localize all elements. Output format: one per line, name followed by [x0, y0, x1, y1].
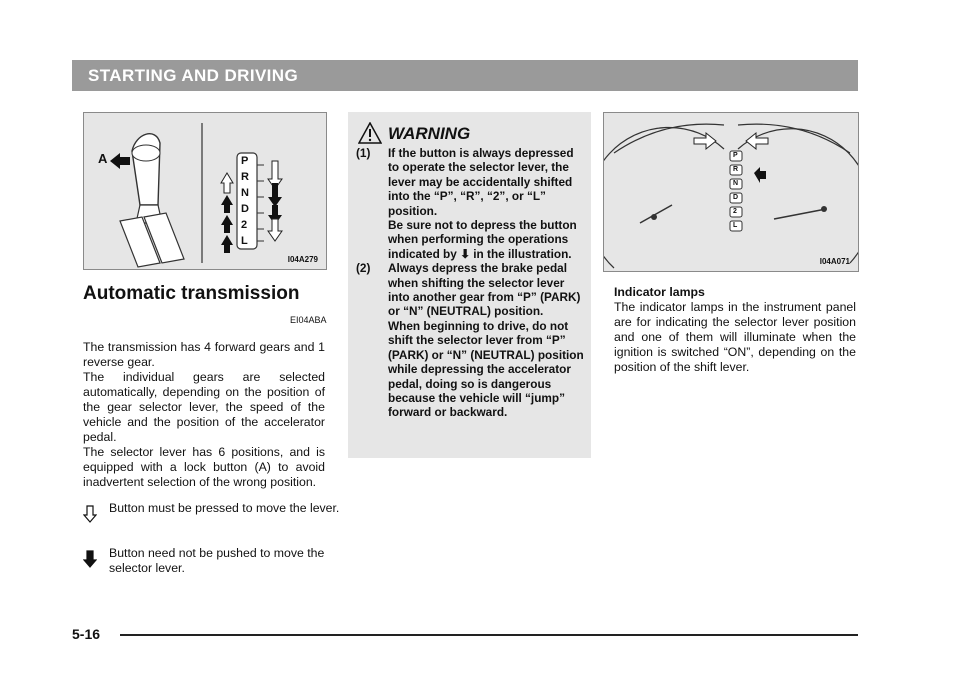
- section-header-bar: [72, 60, 858, 91]
- gear-label-d: D: [241, 203, 249, 215]
- warning-item: [356, 261, 584, 419]
- paragraph: The transmission has 4 forward gears and 1 reverse gear.: [83, 340, 325, 369]
- warning-triangle-icon: [358, 122, 382, 144]
- instrument-panel-illustration: [603, 112, 859, 272]
- gear-label-l: L: [241, 235, 248, 247]
- warning-text: Be sure not to depress the button when performing the operations indicated by ⬇ in the illustration.: [388, 218, 577, 261]
- section-header-title: STARTING AND DRIVING: [88, 66, 299, 85]
- warning-title: WARNING: [388, 124, 471, 143]
- indicator-title: Indicator lamps: [614, 285, 705, 299]
- footer-rule: [120, 634, 858, 636]
- gear-label-l: L: [733, 222, 738, 229]
- solid-arrow-icon: [83, 550, 97, 568]
- section-code: EI04ABA: [290, 315, 327, 325]
- warning-text: If the button is always depressed to operate the selector lever, the lever may be accidentally shifted into the “P”, “R”, “2”, or “L” position.: [388, 146, 574, 218]
- warning-box: [348, 112, 591, 458]
- warning-item-number: (1): [356, 146, 371, 160]
- gear-label-r: R: [241, 171, 249, 183]
- outline-arrow-icon: [83, 505, 97, 523]
- gear-label-2: 2: [733, 208, 737, 215]
- gear-label-p: P: [241, 155, 249, 167]
- gear-label-r: R: [733, 166, 739, 173]
- gear-label-d: D: [733, 194, 739, 201]
- warning-item: [356, 146, 584, 261]
- instrument-panel-drawing: [604, 113, 858, 271]
- figure-code: I04A279: [287, 255, 318, 264]
- gear-label-n: N: [733, 180, 739, 187]
- figure-code: I04A071: [819, 257, 850, 266]
- paragraph: The individual gears are selected automatically, depending on the position of the gear selector lever, the speed of the vehicle and the position of the accelerator pedal.: [83, 370, 325, 444]
- lock-button-label: A: [98, 151, 108, 166]
- shift-lever-drawing: [84, 113, 326, 269]
- warning-item-number: (2): [356, 261, 371, 276]
- gear-label-p: P: [733, 152, 738, 159]
- paragraph: The selector lever has 6 positions, and is equipped with a lock button (A) to avoid inadvertent selection of the wrong position.: [83, 445, 325, 489]
- warning-list: [356, 146, 584, 420]
- section-title: Automatic transmission: [83, 283, 300, 304]
- legend-text: Button must be pressed to move the lever.: [109, 501, 340, 515]
- shift-lever-illustration: [83, 112, 327, 270]
- page-number: 5-16: [72, 626, 101, 642]
- warning-text: Always depress the brake pedal when shifting the selector lever into another gear from “P” (PARK) or “N” (NEUTRAL) position.: [388, 261, 581, 319]
- section-body: [83, 340, 325, 490]
- gear-label-2: 2: [241, 219, 248, 231]
- gear-label-n: N: [241, 187, 249, 199]
- indicator-text: The indicator lamps in the instrument panel are for indicating the selector lever position and one of them will illuminate when the ignition is switched “ON”, depending on the position of the shift lever.: [614, 300, 856, 374]
- warning-text: When beginning to drive, do not shift the selector lever from “P” (PARK) or “N” (NEUTRAL) position while depressing the accelerator pedal, doing so is dangerous because the vehicle will “jump” forward or backward.: [388, 318, 584, 420]
- legend-text: Button need not be pushed to move the selector lever.: [109, 546, 325, 575]
